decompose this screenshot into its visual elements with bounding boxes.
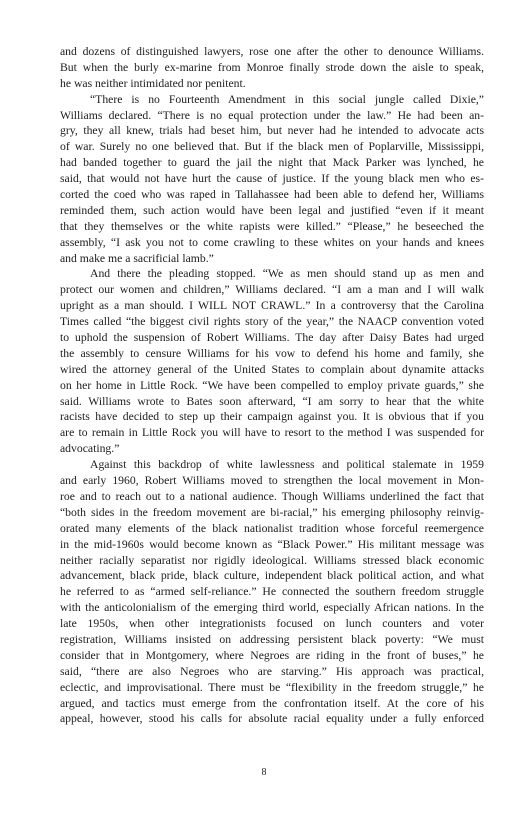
text-line: registration, Williams insisted on addressing persistent black poverty: “We must <box>60 632 484 646</box>
text-line: advocating.” <box>60 442 120 456</box>
text-line: the assembly to censure Williams for his vow to defend his home and family, she <box>60 346 484 360</box>
text-line: Williams declared. “There is no equal protection under the law.” He had been an- <box>60 108 484 122</box>
paragraph <box>60 457 484 727</box>
text-line: in the mid-1960s would become known as “Black Power.” His militant message was <box>60 537 484 551</box>
text-line: on her home in Little Rock. “We have been compelled to employ private guards,” she <box>60 378 484 392</box>
text-line: protect our women and children,” Williams declared. “I am a man and I will walk <box>60 283 484 297</box>
text-line: consider that in Montgomery, where Negroes are riding in the front of buses,” he <box>60 648 484 662</box>
text-line: said. Williams wrote to Bates soon afterward, “I am sorry to hear that the white <box>60 394 484 408</box>
text-line: wired the attorney general of the United States to complain about dynamite attacks <box>60 362 484 376</box>
text-line: roe and to reach out to a national audience. Though Williams underlined the fact that <box>60 489 484 503</box>
text-line: had banded together to guard the jail the night that Mack Parker was lynched, he <box>60 156 484 170</box>
text-line: reminded them, such action would have been legal and justified “even if it meant <box>60 203 484 217</box>
text-line: “both sides in the freedom movement are bi-racial,” his emerging philosophy reinvig- <box>60 505 484 519</box>
text-line: advancement, black pride, black culture, independent black political action, and what <box>60 569 484 583</box>
text-line: But when the burly ex-marine from Monroe finally strode down the aisle to speak, <box>60 60 484 74</box>
text-line: argued, and tactics must emerge from the confrontation itself. At the core of his <box>60 696 484 710</box>
text-line: orated many elements of the black nationalist tradition whose forceful reemergence <box>60 521 484 535</box>
text-line: racists have decided to step up their campaign against you. It is obvious that if you <box>60 410 484 424</box>
text-line: Against this backdrop of white lawlessness and political stalemate in 1959 <box>90 458 484 472</box>
page-number: 8 <box>261 767 267 778</box>
text-line: late 1950s, when other integrationists focused on lunch counters and voter <box>60 617 484 631</box>
text-line: to uphold the suspension of Robert Williams. The day after Daisy Bates had urged <box>60 331 484 345</box>
text-line: eclectic, and improvisational. There must be “flexibility in the freedom struggle,” he <box>60 680 484 694</box>
body-text <box>60 44 484 727</box>
text-line: gry, they all knew, trials had beset him, but never had he intended to advocate acts <box>60 124 484 138</box>
paragraph <box>60 44 484 92</box>
text-line: that they themselves or the white rapists were killed.” “Please,” he beseeched the <box>60 219 484 233</box>
text-line: said, “there are also Negroes who are starving.” His approach was practical, <box>60 664 484 678</box>
paragraph <box>60 92 484 267</box>
text-line: are to remain in Little Rock you will have to resort to the method I was suspended for <box>60 426 484 440</box>
text-line: upright as a man should. I WILL NOT CRAWL.” In a controversy that the Carolina <box>60 299 484 313</box>
text-line: of war. Surely no one believed that. But if the black men of Poplarville, Mississippi, <box>60 140 484 154</box>
paragraph <box>60 266 484 457</box>
text-line: assembly, “I ask you not to come crawling to these whites on your hands and knees <box>60 235 484 249</box>
text-line: he referred to as “armed self-reliance.” He connected the southern freedom struggle <box>60 585 484 599</box>
text-line: neither racially separatist nor rigidly ideological. Williams stressed black economic <box>60 553 484 567</box>
text-line: he was neither intimidated nor penitent. <box>60 76 246 90</box>
text-line: appeal, however, stood his calls for absolute racial equality under a fully enforced <box>60 712 484 726</box>
text-line: And there the pleading stopped. “We as men should stand up as men and <box>90 267 484 281</box>
text-line: and dozens of distinguished lawyers, rose one after the other to denounce Williams. <box>60 45 484 58</box>
text-line: corted the coed who was raped in Tallahassee had been able to defend her, Williams <box>60 188 484 202</box>
text-line: and make me a sacrificial lamb.” <box>60 251 214 265</box>
text-line: “There is no Fourteenth Amendment in this social jungle called Dixie,” <box>90 92 484 106</box>
text-line: and early 1960, Robert Williams moved to strengthen the local movement in Mon- <box>60 474 484 488</box>
text-line: with the anticolonialism of the emerging third world, especially African nations. In the <box>60 601 484 615</box>
text-line: said, that would not have hurt the cause of justice. If the young black men who es- <box>60 172 484 186</box>
text-line: Times called “the biggest civil rights story of the year,” the NAACP convention voted <box>60 315 484 329</box>
